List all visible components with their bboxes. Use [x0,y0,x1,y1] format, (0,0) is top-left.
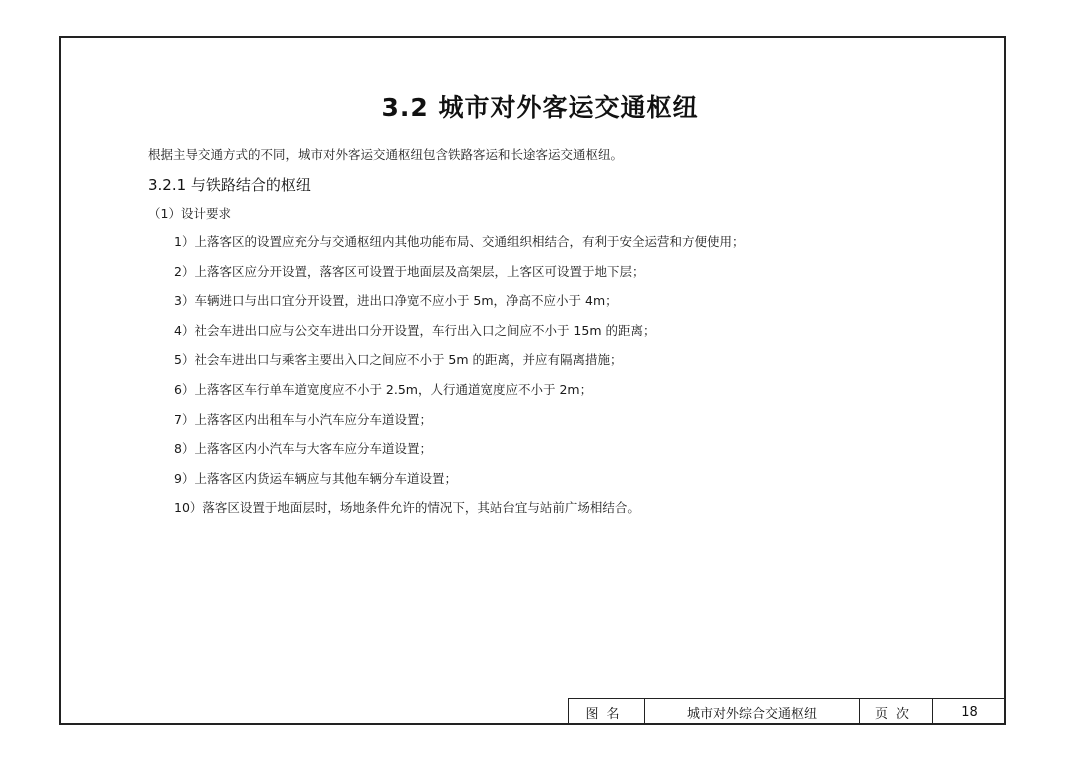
list-item: 10）落客区设置于地面层时，场地条件允许的情况下，其站台宜与站前广场相结合。 [174,500,640,516]
page-number-value: 18 [961,704,978,720]
list-item: 5）社会车进出口与乘客主要出入口之间应不小于 5m 的距离，并应有隔离措施； [174,352,623,368]
section-heading: 3.2.1 与铁路结合的枢纽 [148,176,311,194]
list-item: 4）社会车进出口应与公交车进出口分开设置，车行出入口之间应不小于 15m 的距离； [174,322,656,338]
subsection-heading: （1）设计要求 [148,206,231,221]
page-title: 3.2 城市对外客运交通枢纽 [381,93,699,122]
intro-paragraph: 根据主导交通方式的不同，城市对外客运交通枢纽包含铁路客运和长途客运交通枢纽。 [148,147,624,162]
list-item: 2）上落客区应分开设置，落客区可设置于地面层及高架层，上客区可设置于地下层； [174,263,645,279]
list-item: 1）上落客区的设置应充分与交通枢纽内其他功能布局、交通组织相结合，有利于安全运营和方便使用； [174,234,745,249]
list-item: 8）上落客区内小汽车与大客车应分车道设置； [174,441,432,457]
list-item: 3）车辆进口与出口宜分开设置，进出口净宽不应小于 5m，净高不应小于 4m； [174,293,618,309]
list-item: 6）上落客区车行单车道宽度应不小于 2.5m，人行通道宽度应不小于 2m； [174,381,593,397]
requirements-list [174,232,744,528]
drawing-name-label: 图名 [569,699,645,725]
page-number-label: 页次 [860,699,933,725]
list-item: 9）上落客区内货运车辆应与其他车辆分车道设置； [174,470,457,486]
drawing-name-value: 城市对外综合交通枢纽 [645,699,860,725]
title-block [568,698,1006,725]
list-item: 7）上落客区内出租车与小汽车应分车道设置； [174,411,432,427]
